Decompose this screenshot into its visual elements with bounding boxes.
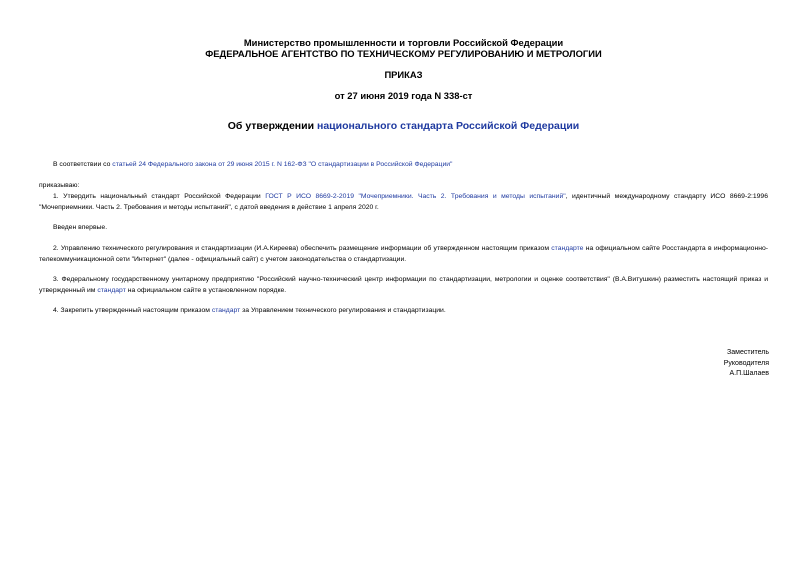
item-4-text: 4. Закрепить утвержденный настоящим приказом bbox=[53, 307, 212, 314]
agency-heading: ФЕДЕРАЛЬНОЕ АГЕНТСТВО ПО ТЕХНИЧЕСКОМУ РЕГУЛИРОВАНИЮ И МЕТРОЛОГИИ bbox=[205, 48, 602, 59]
item-2-text: 2. Управлению технического регулирования и стандартизации (И.А.Киреева) обеспечить размещение информации об утвержденном настоящим приказом bbox=[53, 245, 552, 252]
item-3-text: 3. Федеральному государственному унитарному предприятию "Российский научно-технический центр информации по стандартизации, метрологии и оценке соответствия" (В.А.Витушкин) разместить настоящий приказ и утвержденный им bbox=[39, 276, 768, 294]
page-title bbox=[0, 121, 807, 132]
item-1-text: 1. Утвердить национальный стандарт Российской Федерации bbox=[53, 193, 266, 200]
signature-name: А.П.Шалаев bbox=[729, 370, 769, 377]
item-4-text-after: за Управлением технического регулирования и стандартизации. bbox=[240, 307, 446, 314]
doc-date-heading: от 27 июня 2019 года N 338-ст bbox=[334, 90, 473, 101]
signature-title-2: Руководителя bbox=[723, 359, 769, 367]
preamble bbox=[39, 160, 768, 171]
standard-link-4[interactable]: стандарт bbox=[211, 307, 241, 314]
preamble-text: В соответствии со bbox=[53, 161, 113, 168]
item-2-text-after: на официальном сайте Росстандарта в информационно-телекоммуникационной сети "Интернет" (далее - официальный сайт) с учетом законодательства о стандартизации. bbox=[39, 245, 769, 263]
first-time-note: Введен впервые. bbox=[53, 224, 108, 231]
prikazyvayu-text: приказываю: bbox=[39, 182, 80, 189]
title-link[interactable]: национального стандарта Российской Федерации bbox=[316, 120, 580, 132]
gost-link[interactable]: ГОСТ Р ИСО 8669-2-2019 "Мочеприемники. Часть 2. Требования и методы испытаний" bbox=[265, 193, 566, 200]
item-4 bbox=[39, 306, 768, 317]
signature-title-1: Заместитель bbox=[727, 349, 769, 356]
federal-law-link[interactable]: статьей 24 Федерального закона от 29 июня 2015 г. N 162-ФЗ "О стандартизации в Российской Федерации" bbox=[112, 161, 453, 168]
signature-block bbox=[724, 348, 769, 380]
item-3-text-after: на официальном сайте в установленном порядке. bbox=[125, 286, 287, 294]
item-3 bbox=[39, 275, 768, 296]
title-prefix: Об утверждении bbox=[227, 120, 317, 132]
item-1 bbox=[39, 192, 768, 213]
item-2 bbox=[39, 244, 768, 265]
standard-link-2[interactable]: стандарте bbox=[551, 245, 584, 252]
doc-type-heading: ПРИКАЗ bbox=[384, 69, 423, 80]
standard-link-3[interactable]: стандарт bbox=[97, 286, 126, 294]
item-1-text-after: , идентичный международному стандарту ИСО 8669-2:1996 "Мочеприемники. Часть 2. Требования и методы испытаний", с датой введения в действие 1 апреля 2020 г. bbox=[39, 193, 768, 211]
ministry-heading: Министерство промышленности и торговли Российской Федерации bbox=[243, 37, 564, 48]
